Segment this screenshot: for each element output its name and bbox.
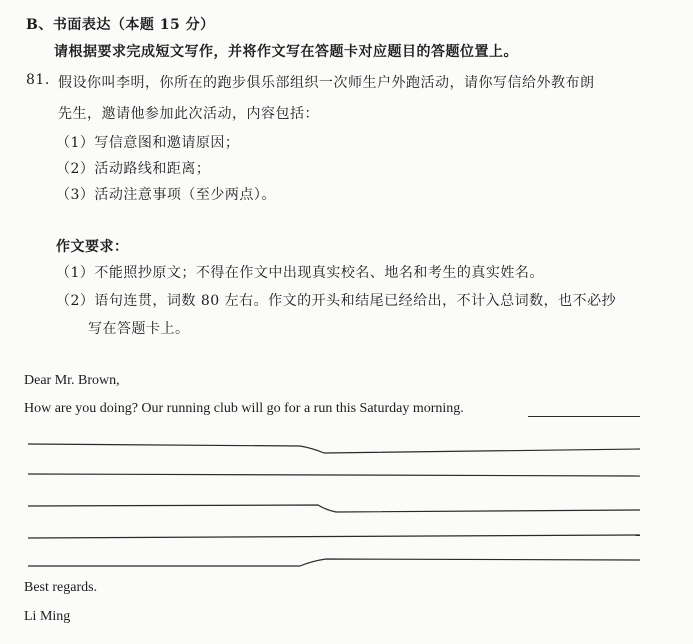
question-text-line2: 先生，邀请他参加此次活动，内容包括：	[58, 106, 319, 122]
question-number: 81.	[26, 72, 50, 88]
section-instruction: 请根据要求完成短文写作，并将作文写在答题卡对应题目的答题位置上。	[54, 44, 518, 60]
requirement-2-cont: 写在答题卡上。	[88, 321, 190, 337]
letter-signature: Li Ming	[24, 609, 71, 624]
requirement-1: （1）不能照抄原文；不得在作文中出现真实校名、地名和考生的真实姓名。	[56, 265, 544, 281]
letter-opening: How are you doing? Our running club will go for a run this Saturday morning.	[24, 401, 464, 416]
letter-salutation: Dear Mr. Brown,	[24, 373, 120, 388]
question-text-line1: 假设你叫李明，你所在的跑步俱乐部组织一次师生户外跑活动，请你写信给外教布朗	[58, 75, 595, 91]
question-point-2: （2）活动路线和距离；	[56, 161, 211, 177]
requirement-2: （2）语句连贯，词数 80 左右。作文的开头和结尾已经给出，不计入总词数，也不必抄	[56, 293, 617, 309]
answer-line-2	[28, 474, 640, 476]
answer-line-3	[28, 505, 640, 512]
question-point-3: （3）活动注意事项（至少两点）。	[56, 187, 276, 203]
answer-line-1	[28, 444, 640, 453]
answer-line-4	[28, 535, 640, 538]
letter-closing: Best regards.	[24, 580, 98, 595]
answer-line-5	[28, 559, 640, 566]
question-point-1: （1）写信意图和邀请原因；	[56, 135, 240, 151]
section-title: B、书面表达（本题 15 分）	[26, 17, 215, 33]
requirements-heading: 作文要求：	[56, 239, 129, 255]
